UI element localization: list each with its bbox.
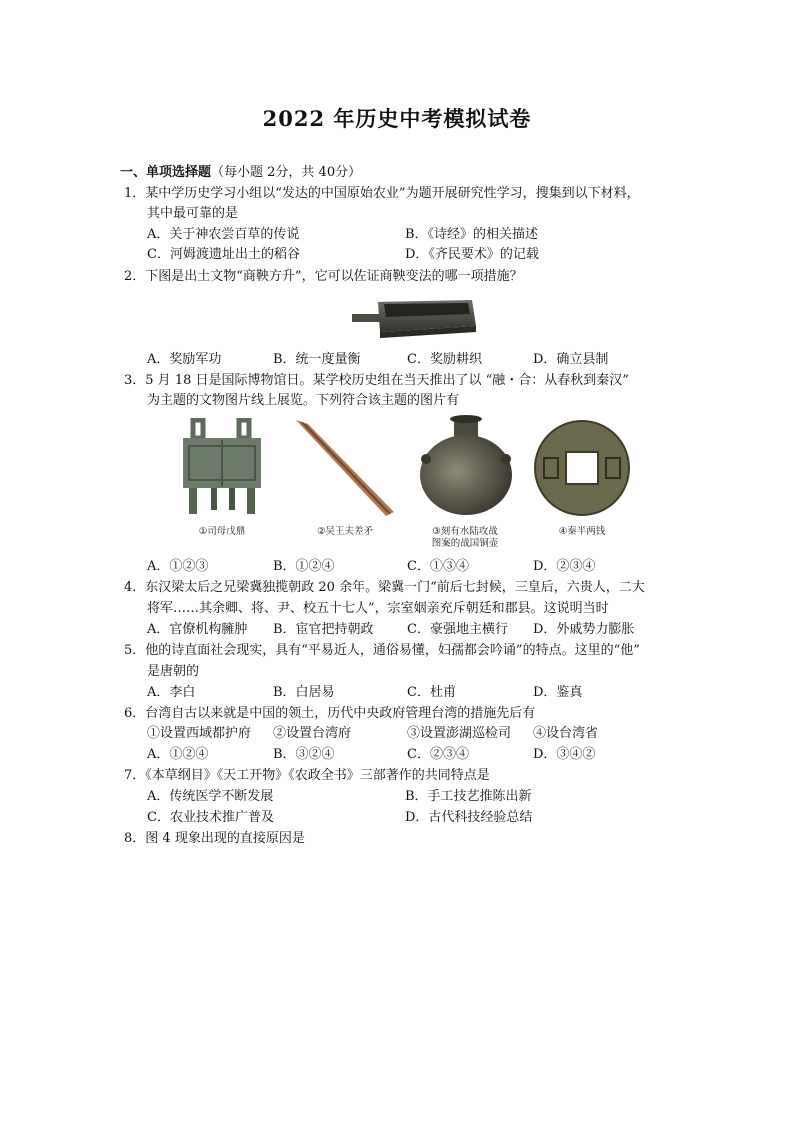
image-caption: 图案的战国铜壶 — [431, 538, 499, 549]
question-stem: 他的诗直面社会现实，具有“平易近人，通俗易懂，妇孺都会吟诵”的特点。这里的“他” — [145, 643, 640, 658]
bronze-pot-image — [414, 415, 518, 519]
question-4 — [124, 578, 645, 598]
question-number: 7． — [124, 768, 146, 783]
question-2 — [124, 267, 523, 287]
option-b: B．宦官把持朝政 — [273, 622, 374, 637]
question-number: 4． — [124, 580, 146, 595]
option-c: C．杜甫 — [407, 685, 456, 700]
question-number: 2． — [124, 269, 146, 284]
question-7 — [124, 766, 490, 786]
option-d: D．《齐民要术》的记载 — [405, 247, 539, 262]
question-number: 3． — [124, 373, 146, 388]
question-stem-cont: 为主题的文物图片线上展览。下列符合该主题的图片有 — [147, 393, 460, 408]
option-a: A．①②③ — [147, 559, 209, 574]
option-d: D．外戚势力膨胀 — [533, 622, 635, 637]
option-b: B．③②④ — [273, 747, 335, 762]
question-8 — [124, 829, 305, 849]
option-b: B．白居易 — [273, 685, 335, 700]
statement-item: ②设置台湾府 — [273, 726, 352, 741]
option-b: B．《诗经》的相关描述 — [405, 227, 539, 242]
image-caption: ③刻有水陆攻战 — [432, 526, 498, 537]
option-c: C．豪强地主横行 — [407, 622, 508, 637]
option-d: D．②③④ — [533, 559, 596, 574]
statement-item: ①设置西域都护府 — [147, 726, 252, 741]
banliang-coin-image — [532, 418, 632, 518]
option-b: B．手工技艺推陈出新 — [405, 789, 532, 804]
question-1 — [124, 184, 640, 204]
question-stem: 图 4 现象出现的直接原因是 — [145, 831, 305, 846]
question-stem: 东汉梁太后之兄梁冀独揽朝政 20 余年。梁冀一门“前后七封候，三皇后，六贵人，二大 — [145, 580, 645, 595]
fuchai-spear-image — [290, 416, 400, 518]
question-number: 6． — [124, 706, 146, 721]
question-stem: 台湾自古以来就是中国的领土，历代中央政府管理台湾的措施先后有 — [145, 706, 536, 721]
option-a: A．①②④ — [147, 747, 209, 762]
question-6 — [124, 704, 535, 724]
question-stem: 《本草纲目》《天工开物》《农政全书》三部著作的共同特点是 — [145, 768, 490, 783]
question-stem-cont: 是唐朝的 — [147, 664, 200, 679]
question-stem-cont: 将军……其余卿、将、尹、校五十七人”，宗室姻亲充斥朝廷和郡县。这说明当时 — [147, 601, 609, 616]
question-number: 8． — [124, 831, 146, 846]
option-a: A．官僚机构臃肿 — [147, 622, 248, 637]
option-b: B．统一度量衡 — [273, 352, 361, 367]
option-d: D．确立县制 — [533, 352, 609, 367]
option-c: C．①③④ — [407, 559, 469, 574]
question-number: 5． — [124, 643, 146, 658]
question-3 — [124, 371, 629, 391]
question-5 — [124, 641, 640, 661]
statement-item: ③设置澎湖巡检司 — [407, 726, 512, 741]
image-caption: ①司母戊鼎 — [198, 526, 246, 537]
question-stem: 下图是出土文物“商鞅方升”，它可以佐证商鞅变法的哪一项措施？ — [145, 269, 523, 284]
option-a: A．奖励军功 — [147, 352, 222, 367]
option-b: B．①②④ — [273, 559, 335, 574]
section-note: （每小题 2分，共 40分） — [211, 165, 362, 180]
option-a: A．关于神农尝百草的传说 — [147, 227, 300, 242]
option-d: D．古代科技经验总结 — [405, 810, 533, 825]
section-heading — [120, 163, 361, 183]
option-c: C．农业技术推广普及 — [147, 810, 274, 825]
question-number: 1． — [124, 186, 146, 201]
option-c: C．河姆渡遗址出土的稻谷 — [147, 247, 300, 262]
statement-item: ④设台湾省 — [533, 726, 599, 741]
option-c: C．②③④ — [407, 747, 469, 762]
option-c: C．奖励耕织 — [407, 352, 482, 367]
option-a: A．传统医学不断发展 — [147, 789, 274, 804]
image-caption: ④秦半两钱 — [558, 526, 606, 537]
question-stem: 5 月 18 日是国际博物馆日。某学校历史组在当天推出了以 “融・合：从春秋到秦汉” — [145, 373, 629, 388]
question-stem: 某中学历史学习小组以“发达的中国原始农业”为题开展研究性学习，搜集到以下材料， — [145, 186, 640, 201]
shang-yang-fangsheng-image — [350, 292, 480, 342]
option-d: D．鉴真 — [533, 685, 583, 700]
option-a: A．李白 — [147, 685, 196, 700]
image-caption: ②吴王夫差矛 — [316, 526, 374, 537]
section-title: 一、单项选择题 — [120, 165, 212, 180]
option-d: D．③④② — [533, 747, 596, 762]
simuwu-ding-image — [177, 418, 267, 518]
question-stem-cont: 其中最可靠的是 — [147, 206, 239, 221]
page-title: 2022 年历史中考模拟试卷 — [262, 106, 532, 131]
